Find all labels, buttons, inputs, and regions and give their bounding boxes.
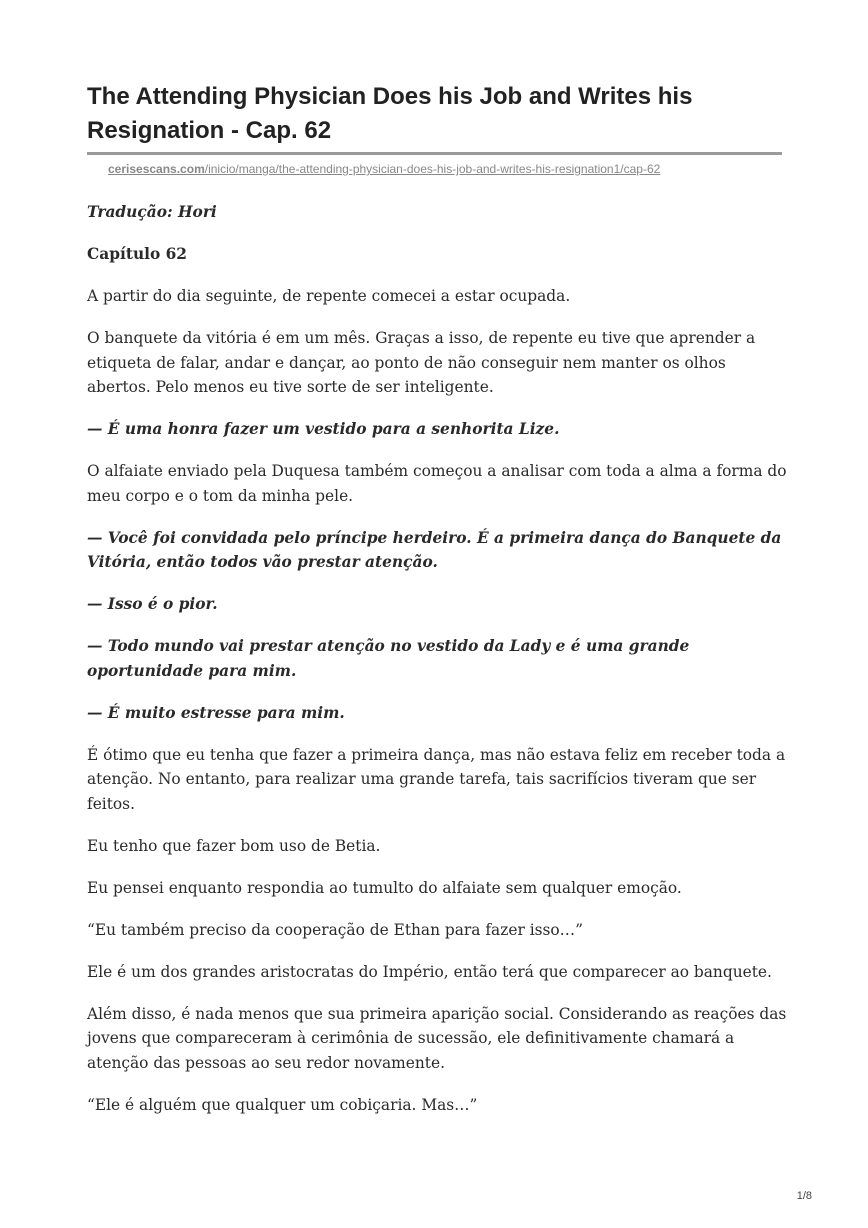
paragraph: A partir do dia seguinte, de repente comecei a estar ocupada. — [87, 287, 571, 305]
translation-credit: Tradução: Hori — [87, 203, 217, 221]
paragraph: Além disso, é nada menos que sua primeira aparição social. Considerando as reações das jovens que compareceram à cerimônia de sucessão, ele definitivamente chamará a atenção das pessoas ao seu redor novamente. — [87, 1004, 787, 1072]
dialogue-line: — Isso é o pior. — [87, 595, 218, 613]
page-title: The Attending Physician Does his Job and Writes his Resignation - Cap. 62 — [87, 83, 693, 144]
page-number: 1/8 — [796, 1190, 812, 1202]
dialogue-line: — É muito estresse para mim. — [87, 703, 345, 722]
paragraph: É ótimo que eu tenha que fazer a primeira dança, mas não estava feliz em receber toda a atenção. No entanto, para realizar uma grande tarefa, tais sacrifícios tiveram que ser feitos. — [87, 745, 786, 813]
paragraph: Ele é um dos grandes aristocratas do Império, então terá que comparecer ao banquete. — [87, 962, 772, 981]
source-domain: cerisescans.com — [108, 162, 205, 176]
dialogue-line: — É uma honra fazer um vestido para a senhorita Lize. — [87, 420, 560, 438]
chapter-heading: Capítulo 62 — [87, 245, 188, 263]
dialogue-line: — Você foi convidada pelo príncipe herdeiro. É a primeira dança do Banquete da Vitória, então todos vão prestar atenção. — [87, 528, 782, 571]
paragraph: O alfaiate enviado pela Duquesa também começou a analisar com toda a alma a forma do meu corpo e o tom da minha pele. — [87, 462, 787, 505]
source-link[interactable] — [108, 160, 782, 178]
dialogue-line: — Todo mundo vai prestar atenção no vestido da Lady e é uma grande oportunidade para mim. — [87, 637, 690, 680]
article-body — [87, 200, 787, 1135]
paragraph: O banquete da vitória é em um mês. Graças a isso, de repente eu tive que aprender a etiqueta de falar, andar e dançar, ao ponto de não conseguir nem manter os olhos abertos. Pelo menos eu tive sorte de ser inteligente. — [87, 329, 756, 396]
paragraph: “Eu também preciso da cooperação de Ethan para fazer isso…” — [87, 920, 583, 939]
source-path: /inicio/manga/the-attending-physician-does-his-job-and-writes-his-resignation1/cap-62 — [204, 162, 661, 176]
title-divider — [87, 152, 782, 155]
paragraph: Eu tenho que fazer bom uso de Betia. — [87, 836, 381, 855]
paragraph: Eu pensei enquanto respondia ao tumulto do alfaiate sem qualquer emoção. — [87, 878, 682, 897]
paragraph: “Ele é alguém que qualquer um cobiçaria. Mas…” — [87, 1095, 478, 1114]
